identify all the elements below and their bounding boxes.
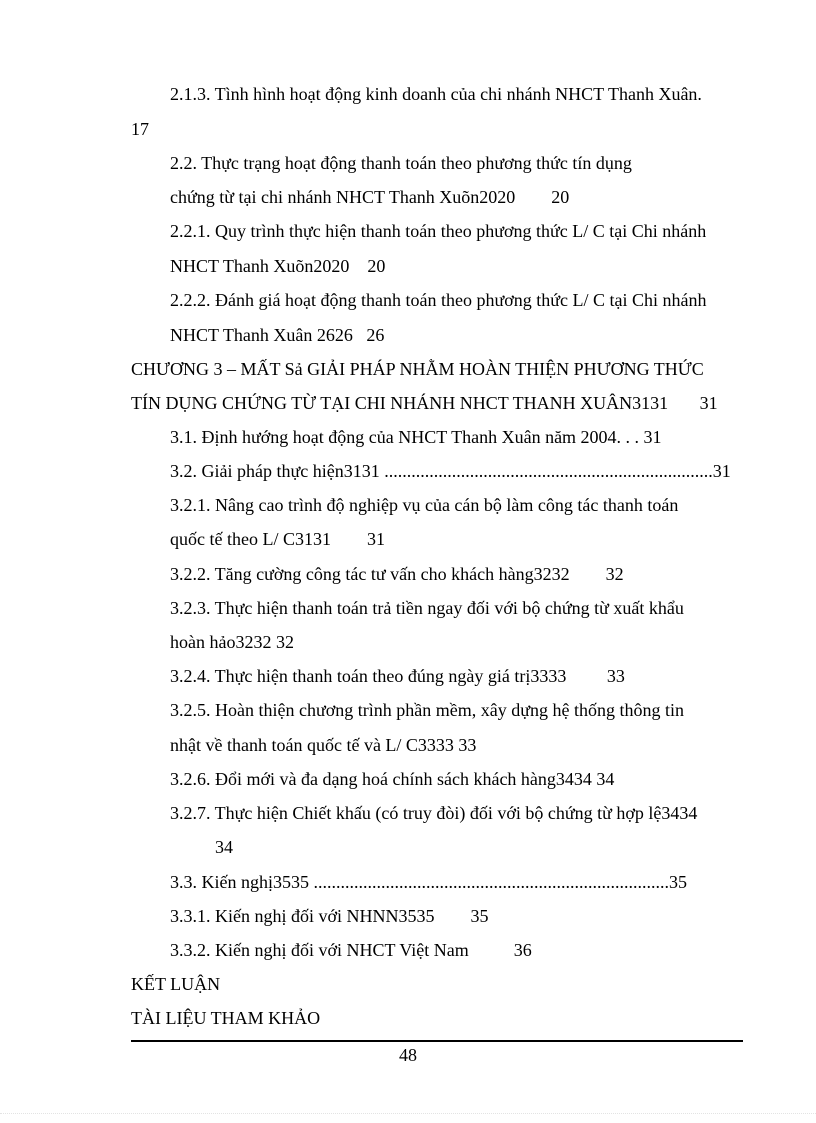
toc-entry-3-2-7-page: 34 bbox=[215, 837, 233, 857]
toc-chapter-3-cont: TÍN DỤNG CHỨNG TỪ TẠI CHI NHÁNH NHCT THANH XUÂN3131 31 bbox=[131, 393, 718, 413]
toc-entry-3-2-3-cont: hoàn hảo3232 32 bbox=[170, 632, 294, 652]
toc-entry-3-2-3: 3.2.3. Thực hiện thanh toán trả tiền ngay đối với bộ chứng từ xuất khẩu bbox=[170, 598, 684, 618]
toc-entry-2-2-2-cont: NHCT Thanh Xuân 2626 26 bbox=[170, 325, 385, 345]
page-number: 48 bbox=[399, 1045, 417, 1065]
footer-rule bbox=[131, 1040, 743, 1042]
toc-references: TÀI LIỆU THAM KHẢO bbox=[131, 1008, 321, 1028]
toc-entry-3-3-2: 3.3.2. Kiến nghị đối với NHCT Việt Nam 36 bbox=[170, 940, 532, 960]
page-bottom-divider bbox=[0, 1113, 816, 1114]
toc-entry-3-2-1-cont: quốc tế theo L/ C3131 31 bbox=[170, 529, 385, 549]
toc-entry-3-3-1: 3.3.1. Kiến nghị đối với NHNN3535 35 bbox=[170, 906, 489, 926]
toc-entry-2-2-2: 2.2.2. Đánh giá hoạt động thanh toán theo phương thức L/ C tại Chi nhánh bbox=[170, 290, 707, 310]
toc-entry-3-2-1: 3.2.1. Nâng cao trình độ nghiệp vụ của cán bộ làm công tác thanh toán bbox=[170, 495, 679, 515]
toc-entry-2-2-1-cont: NHCT Thanh Xuõn2020 20 bbox=[170, 256, 386, 276]
toc-entry-3-2: 3.2. Giải pháp thực hiện3131 .........................................................................31 bbox=[170, 461, 731, 481]
toc-entry-3-2-5: 3.2.5. Hoàn thiện chương trình phần mềm, xây dựng hệ thống thông tin bbox=[170, 700, 684, 720]
toc-entry-3-2-6: 3.2.6. Đổi mới và đa dạng hoá chính sách khách hàng3434 34 bbox=[170, 769, 615, 789]
toc-conclusion: KẾT LUẬN bbox=[131, 974, 221, 994]
toc-entry-3-2-7: 3.2.7. Thực hiện Chiết khấu (có truy đòi) đối với bộ chứng từ hợp lệ3434 bbox=[170, 803, 698, 823]
toc-entry-2-2-cont: chứng từ tại chi nhánh NHCT Thanh Xuõn2020 20 bbox=[170, 187, 570, 207]
toc-entry-3-2-5-cont: nhật về thanh toán quốc tế và L/ C3333 33 bbox=[170, 735, 477, 755]
toc-entry-2-1-3-page: 17 bbox=[131, 119, 149, 139]
toc-entry-3-2-2: 3.2.2. Tăng cường công tác tư vấn cho khách hàng3232 32 bbox=[170, 564, 624, 584]
toc-chapter-3: CHƯƠNG 3 – MẤT Sả GIẢI PHÁP NHẰM HOÀN THIỆN PHƯƠNG THỨC bbox=[131, 359, 704, 379]
toc-entry-3-2-4: 3.2.4. Thực hiện thanh toán theo đúng ngày giá trị3333 33 bbox=[170, 666, 625, 686]
toc-entry-2-2: 2.2. Thực trạng hoạt động thanh toán theo phương thức tín dụng bbox=[170, 153, 632, 173]
toc-entry-2-1-3: 2.1.3. Tình hình hoạt động kinh doanh của chi nhánh NHCT Thanh Xuân. bbox=[170, 84, 702, 104]
toc-entry-3-3: 3.3. Kiến nghị3535 ...............................................................................35 bbox=[170, 872, 687, 892]
toc-entry-3-1: 3.1. Định hướng hoạt động của NHCT Thanh Xuân năm 2004. . . 31 bbox=[170, 427, 662, 447]
toc-entry-2-2-1: 2.2.1. Quy trình thực hiện thanh toán theo phương thức L/ C tại Chi nhánh bbox=[170, 221, 707, 241]
